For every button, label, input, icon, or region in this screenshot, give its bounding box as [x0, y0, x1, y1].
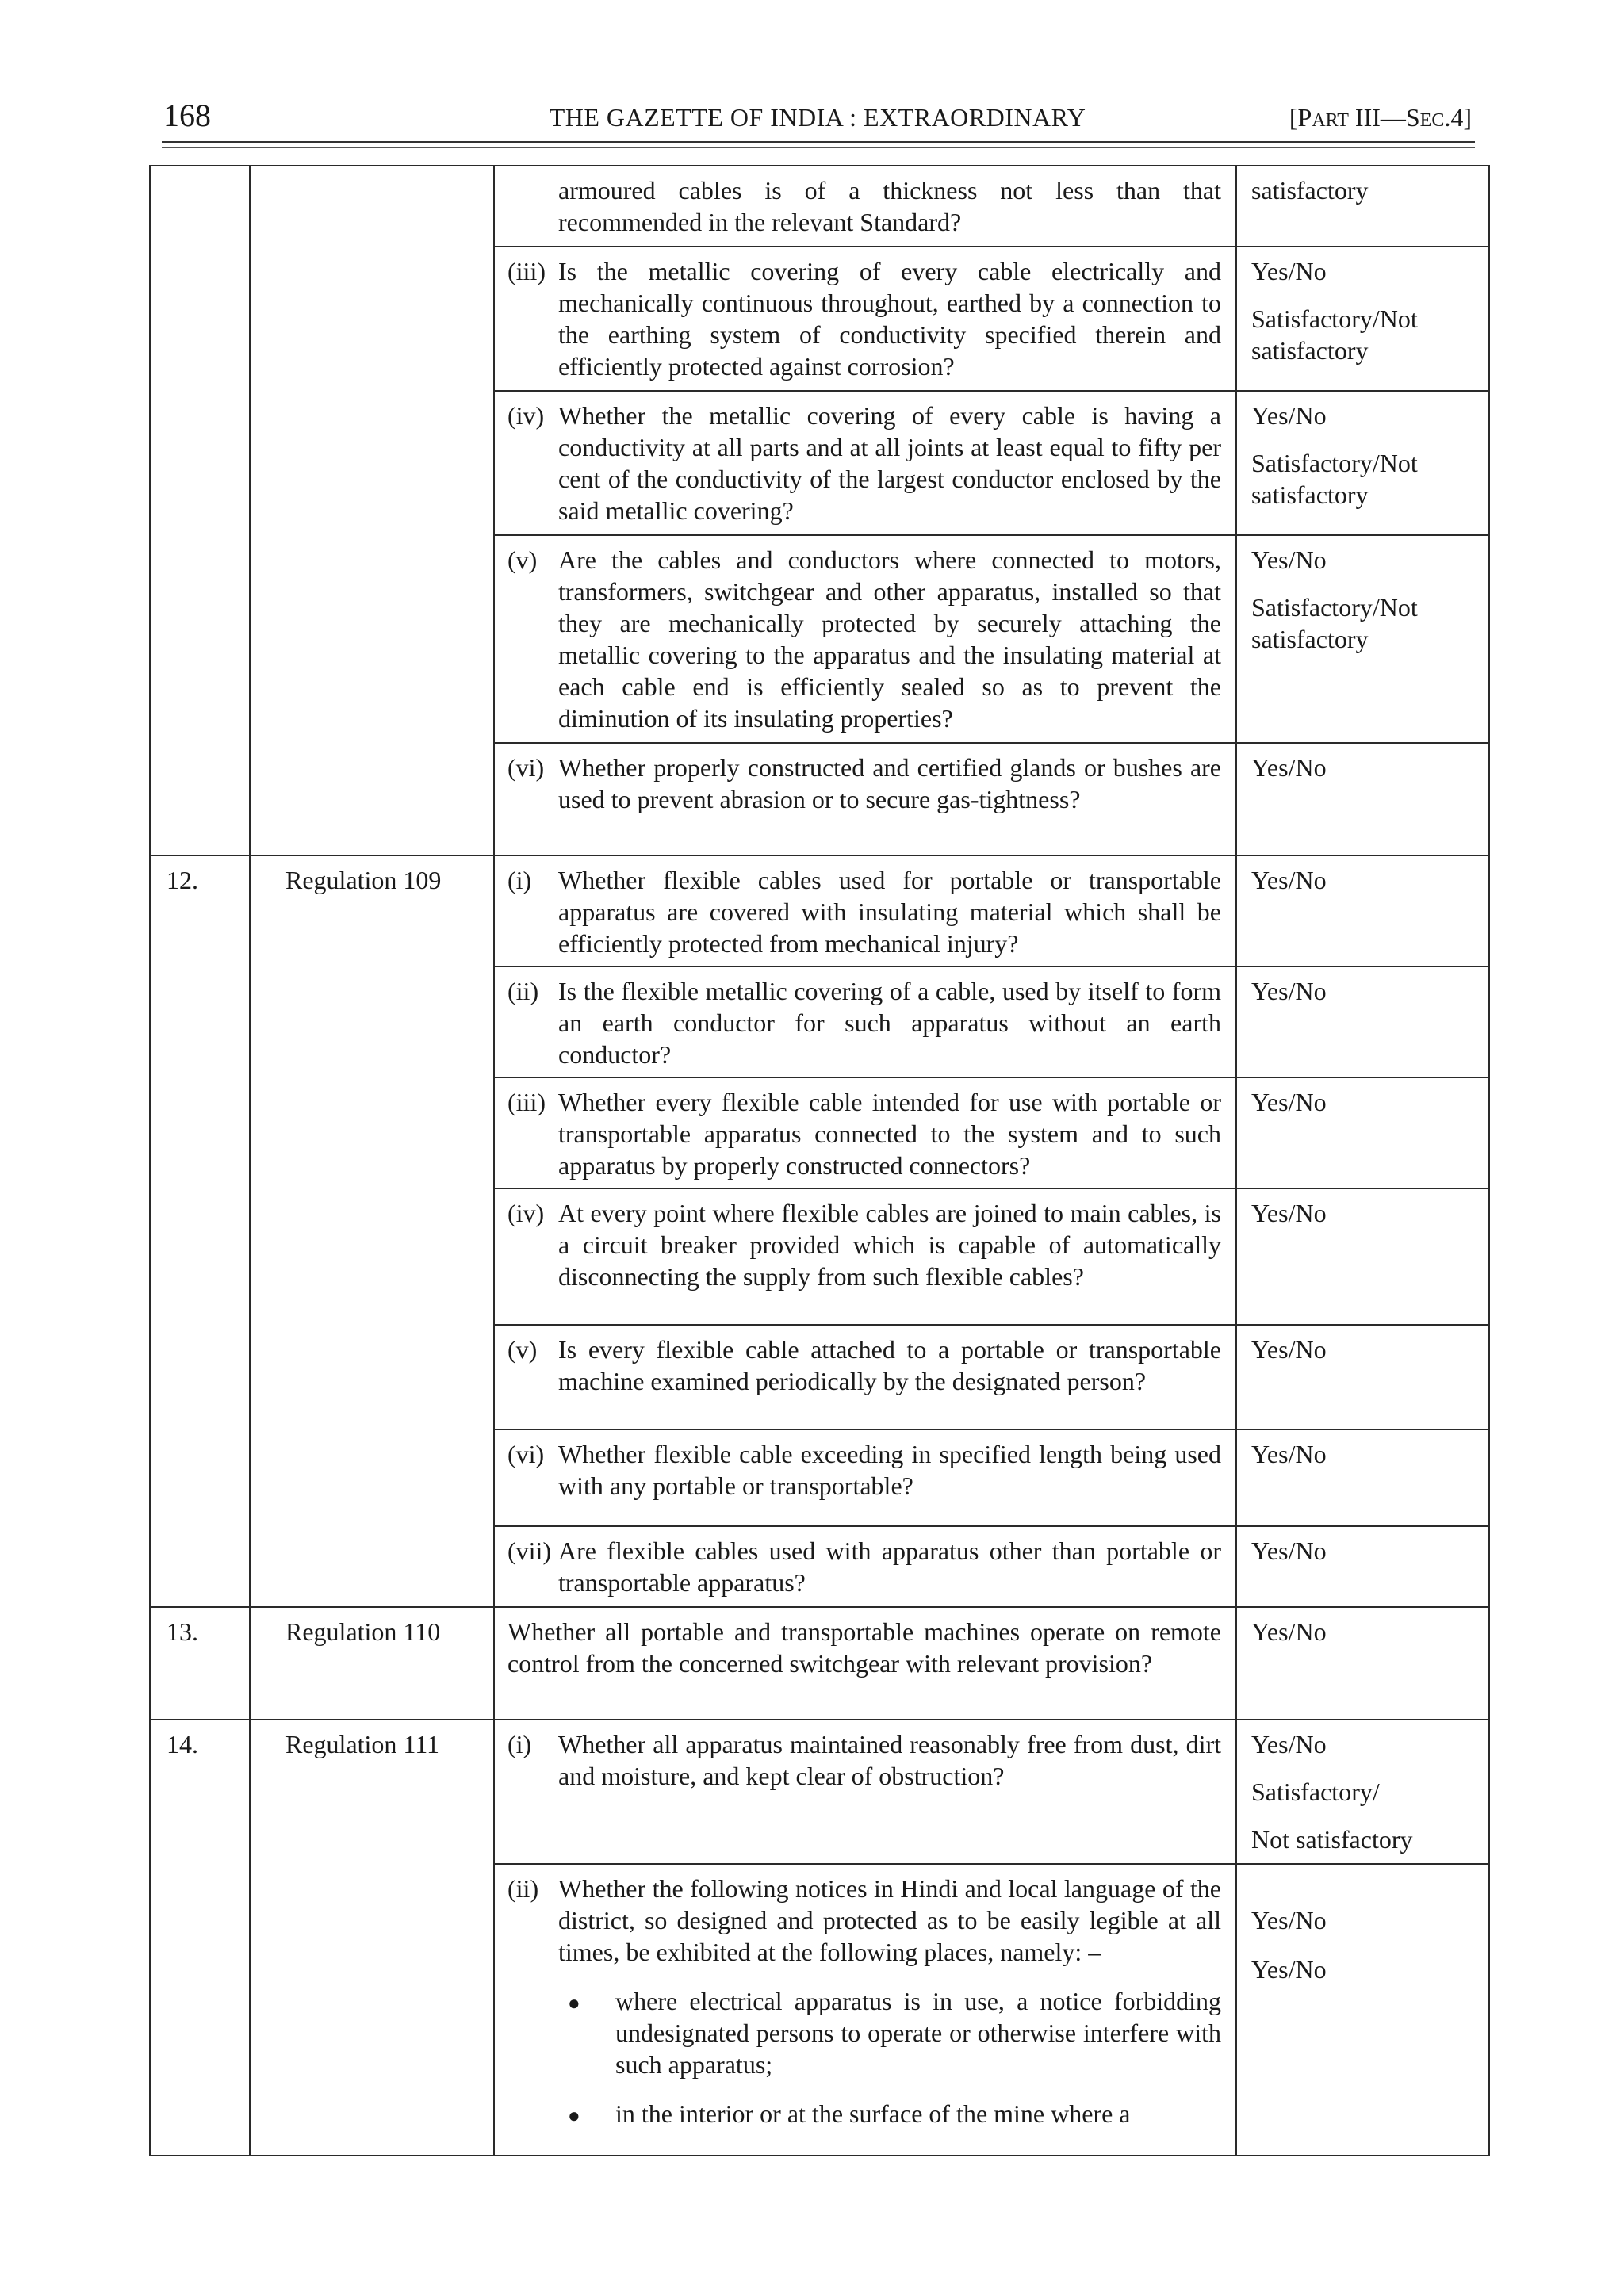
- answer-cell: Yes/No Satisfactory/ Not satisfactory: [1236, 1720, 1489, 1864]
- list-item: ● in the interior or at the surface of the mine where a: [558, 2098, 1221, 2132]
- bullet-icon: ●: [568, 1992, 580, 2015]
- question-cell: (iv) At every point where flexible cables are joined to main cables, is a circuit breaker provided which is capable of automatically disconnecting the supply from such flexible cables?: [494, 1188, 1236, 1325]
- answer-cell: satisfactory: [1236, 166, 1489, 247]
- question-cell: armoured cables is of a thickness not less than that recommended in the relevant Standard?: [494, 166, 1236, 247]
- table-row: [150, 1720, 1489, 1864]
- question-cell: (ii) Whether the following notices in Hindi and local language of the district, so designed and protected as to be easily legible at all times, be exhibited at the following places, namely: – ● where electrical apparatus is in use, a notice forbidding undesignated persons to operate or otherwise interfere with such apparatus; ● in the interior or at the surface of the mine where a: [494, 1864, 1236, 2156]
- question-cell: (vi) Whether flexible cable exceeding in specified length being used with any portable or transportable?: [494, 1429, 1236, 1526]
- answer-cell: Yes/No: [1236, 1607, 1489, 1720]
- answer-cell: Yes/No Satisfactory/Not satisfactory: [1236, 535, 1489, 743]
- page-number: 168: [163, 98, 211, 133]
- answer-cell: Yes/No: [1236, 1188, 1489, 1325]
- table-row: [150, 1607, 1489, 1720]
- question-cell: (vi) Whether properly constructed and certified glands or bushes are used to prevent abrasion or to secure gas-tightness?: [494, 743, 1236, 855]
- inspection-table: [149, 165, 1490, 2156]
- answer-cell: Yes/No Satisfactory/Not satisfactory: [1236, 391, 1489, 535]
- table-row: [150, 166, 1489, 247]
- serial-cell: [150, 166, 250, 855]
- serial-cell: 13.: [150, 1607, 250, 1720]
- question-cell: Whether all portable and transportable machines operate on remote control from the concerned switchgear with relevant provision?: [494, 1607, 1236, 1720]
- regulation-cell: [250, 166, 494, 855]
- answer-cell: Yes/No: [1236, 966, 1489, 1077]
- header-rule-thin: [162, 147, 1475, 148]
- question-cell: (iii) Is the metallic covering of every cable electrically and mechanically continuous throughout, earthed by a connection to the earthing system of conductivity specified therein and efficiently protected against corrosion?: [494, 247, 1236, 391]
- header-rule: [162, 141, 1475, 143]
- question-cell: (iii) Whether every flexible cable intended for use with portable or transportable apparatus connected to the system and to such apparatus by properly constructed connectors?: [494, 1077, 1236, 1188]
- answer-cell: Yes/No: [1236, 1429, 1489, 1526]
- question-cell: (v) Are the cables and conductors where connected to motors, transformers, switchgear and other apparatus, installed so that they are mechanically protected by securely attaching the metallic covering to the apparatus and the insulating material at each cable end is efficiently sealed so as to prevent the diminution of its insulating properties?: [494, 535, 1236, 743]
- bullet-icon: ●: [568, 2104, 580, 2127]
- regulation-cell: Regulation 109: [250, 855, 494, 1607]
- answer-cell: Yes/No Satisfactory/Not satisfactory: [1236, 247, 1489, 391]
- question-cell: (vii) Are flexible cables used with apparatus other than portable or transportable apparatus?: [494, 1526, 1236, 1607]
- serial-cell: 14.: [150, 1720, 250, 2156]
- question-cell: (i) Whether flexible cables used for portable or transportable apparatus are covered with insulating material which shall be efficiently protected from mechanical injury?: [494, 855, 1236, 966]
- question-cell: (ii) Is the flexible metallic covering of a cable, used by itself to form an earth conductor for such apparatus without an earth conductor?: [494, 966, 1236, 1077]
- answer-cell: Yes/No: [1236, 1077, 1489, 1188]
- answer-cell: Yes/No: [1236, 855, 1489, 966]
- part-section-label: [PART III—SEC.4]: [1289, 103, 1472, 132]
- answer-cell: Yes/No: [1236, 1526, 1489, 1607]
- regulation-cell: Regulation 111: [250, 1720, 494, 2156]
- gazette-title: THE GAZETTE OF INDIA : EXTRAORDINARY: [549, 103, 1086, 132]
- notice-intro: Whether the following notices in Hindi and local language of the district, so designed and protected as to be easily legible at all times, be exhibited at the following places, namely: –: [558, 1874, 1221, 1966]
- answer-cell: Yes/No: [1236, 1325, 1489, 1429]
- regulation-cell: Regulation 110: [250, 1607, 494, 1720]
- question-cell: (v) Is every flexible cable attached to a portable or transportable machine examined periodically by the designated person?: [494, 1325, 1236, 1429]
- answer-cell: Yes/No Yes/No: [1236, 1864, 1489, 2156]
- page-header: [163, 97, 1472, 135]
- question-cell: (i) Whether all apparatus maintained reasonably free from dust, dirt and moisture, and kept clear of obstruction?: [494, 1720, 1236, 1864]
- table-row: [150, 855, 1489, 966]
- question-cell: (iv) Whether the metallic covering of every cable is having a conductivity at all parts and at all joints at least equal to fifty per cent of the conductivity of the largest conductor enclosed by the said metallic covering?: [494, 391, 1236, 535]
- serial-cell: 12.: [150, 855, 250, 1607]
- answer-cell: Yes/No: [1236, 743, 1489, 855]
- list-item: ● where electrical apparatus is in use, a notice forbidding undesignated persons to operate or otherwise interfere with such apparatus;: [558, 1985, 1221, 2080]
